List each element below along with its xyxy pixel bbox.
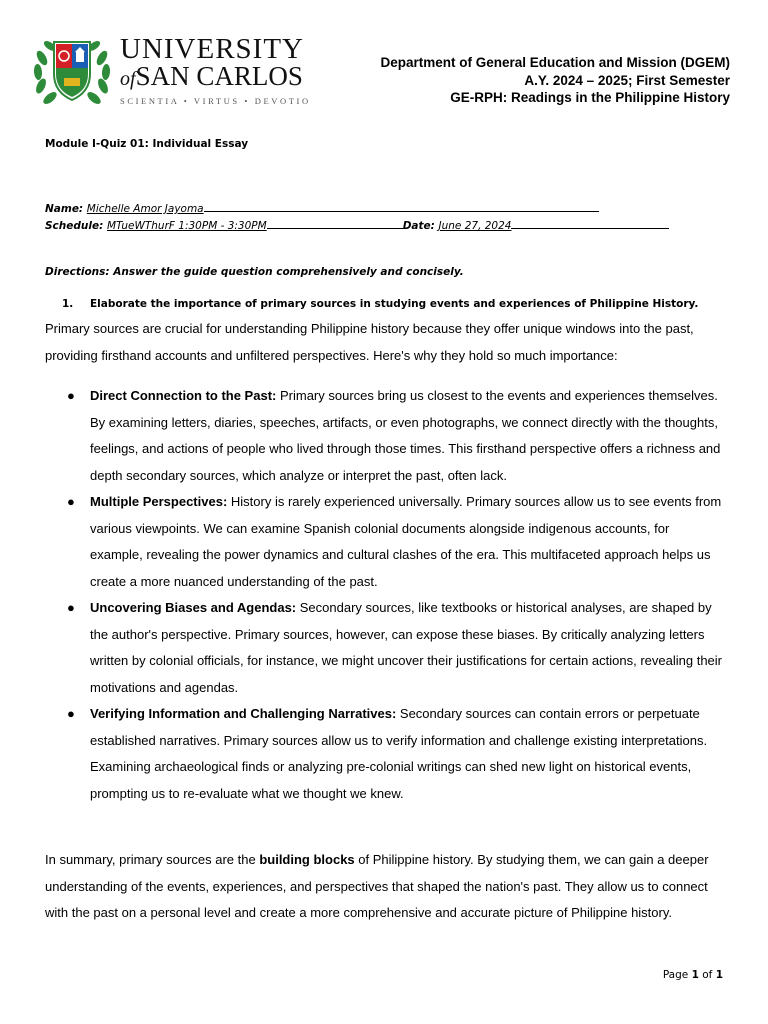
question-item [62, 298, 698, 310]
page-of: of [698, 969, 716, 981]
name-label: Name: [45, 203, 84, 215]
summary-bold: building blocks [259, 852, 355, 867]
bullet-title: Direct Connection to the Past: [90, 388, 277, 403]
summary-paragraph [45, 847, 725, 927]
list-item [45, 595, 725, 701]
summary-after: of Philippine history. By studying them, we can gain a deeper understanding of the events, experiences, and perspectives that shaped the nation's past. They allow us to connect with the past on a personal level and create a more comprehensive and accurate picture of Philippine history. [45, 852, 709, 920]
university-san-carlos: SAN CARLOS [135, 61, 303, 91]
page-prefix: Page [662, 969, 692, 981]
page-total: 1 [715, 969, 723, 981]
bullet-icon: ● [67, 706, 75, 721]
date-label: Date: [402, 220, 435, 232]
summary-before: In summary, primary sources are the [45, 852, 260, 867]
academic-year: A.Y. 2024 – 2025; First Semester [524, 72, 730, 88]
department-heading [380, 54, 730, 107]
university-of: of [120, 68, 136, 90]
course-title: GE-RPH: Readings in the Philippine History [450, 90, 730, 105]
name-field-row [45, 203, 685, 215]
bullet-title: Uncovering Biases and Agendas: [90, 600, 297, 615]
university-name-line1: UNIVERSITY [120, 33, 304, 65]
name-value: Michelle Amor Jayoma [86, 203, 204, 215]
directions: Directions: Answer the guide question comprehensively and concisely. [45, 266, 464, 278]
list-item [45, 489, 725, 595]
bullet-text: History is rarely experienced universally. Primary sources allow us to see events from various viewpoints. We can examine Spanish colonial documents alongside indigenous accounts, for example, revealing the power dynamics and cultural clashes of the era. This multifaceted approach helps us create a more nuanced understanding of the past. [90, 494, 722, 589]
page-current: 1 [691, 969, 699, 981]
question-text: Elaborate the importance of primary sources in studying events and experiences of Philippine History. [90, 298, 699, 310]
university-wordmark [120, 34, 320, 106]
list-item [45, 701, 725, 807]
question-number: 1. [62, 298, 74, 310]
bullet-text: Primary sources bring us closest to the events and experiences themselves. By examining letters, diaries, speeches, artifacts, or even photographs, we connect directly with the thoughts, feelings, and actions of people who lived through those times. This firsthand perspective offers a richness and depth secondary sources, which analyze or interpret the past, often lack. [90, 388, 721, 483]
page-number [663, 969, 723, 981]
university-motto: SCIENTIA • VIRTUS • DEVOTIO [120, 96, 311, 106]
quiz-title: Module I-Quiz 01: Individual Essay [45, 138, 249, 150]
bullet-icon: ● [67, 494, 75, 509]
bullet-list [45, 383, 725, 807]
schedule-underline [267, 228, 403, 229]
bullet-icon: ● [67, 600, 75, 615]
department-name: Department of General Education and Mission (DGEM) [380, 55, 730, 70]
bullet-text: Secondary sources, like textbooks or historical analyses, are shaped by the author's perspective. Primary sources, however, can expose these biases. By critically analyzing letters written by colonial officials, for instance, we might uncover their justifications for certain actions, revealing their motivations and agendas. [90, 600, 722, 695]
name-underline [204, 211, 599, 212]
date-value: June 27, 2024 [438, 220, 512, 232]
list-item [45, 383, 725, 489]
schedule-field-row [45, 220, 685, 232]
bullet-text: Secondary sources can contain errors or perpetuate established narratives. Primary sources allow us to verify information and challenge existing interpretations. Examining archaeological finds or analyzing pre-colonial writings can shed new light on historical events, prompting us to re-evaluate what we thought we knew. [90, 706, 708, 801]
university-seal-logo [30, 28, 114, 112]
bullet-icon: ● [67, 388, 75, 403]
date-underline [511, 228, 669, 229]
schedule-value: MTueWThurF 1:30PM - 3:30PM [106, 220, 267, 232]
intro-paragraph: Primary sources are crucial for understanding Philippine history because they offer unique windows into the past, providing firsthand accounts and unfiltered perspectives. Here's why they hold so much importance: [45, 321, 694, 363]
university-name-line2 [120, 62, 320, 93]
schedule-label: Schedule: [45, 220, 104, 232]
bullet-title: Multiple Perspectives: [90, 494, 228, 509]
bullet-title: Verifying Information and Challenging Narratives: [90, 706, 397, 721]
